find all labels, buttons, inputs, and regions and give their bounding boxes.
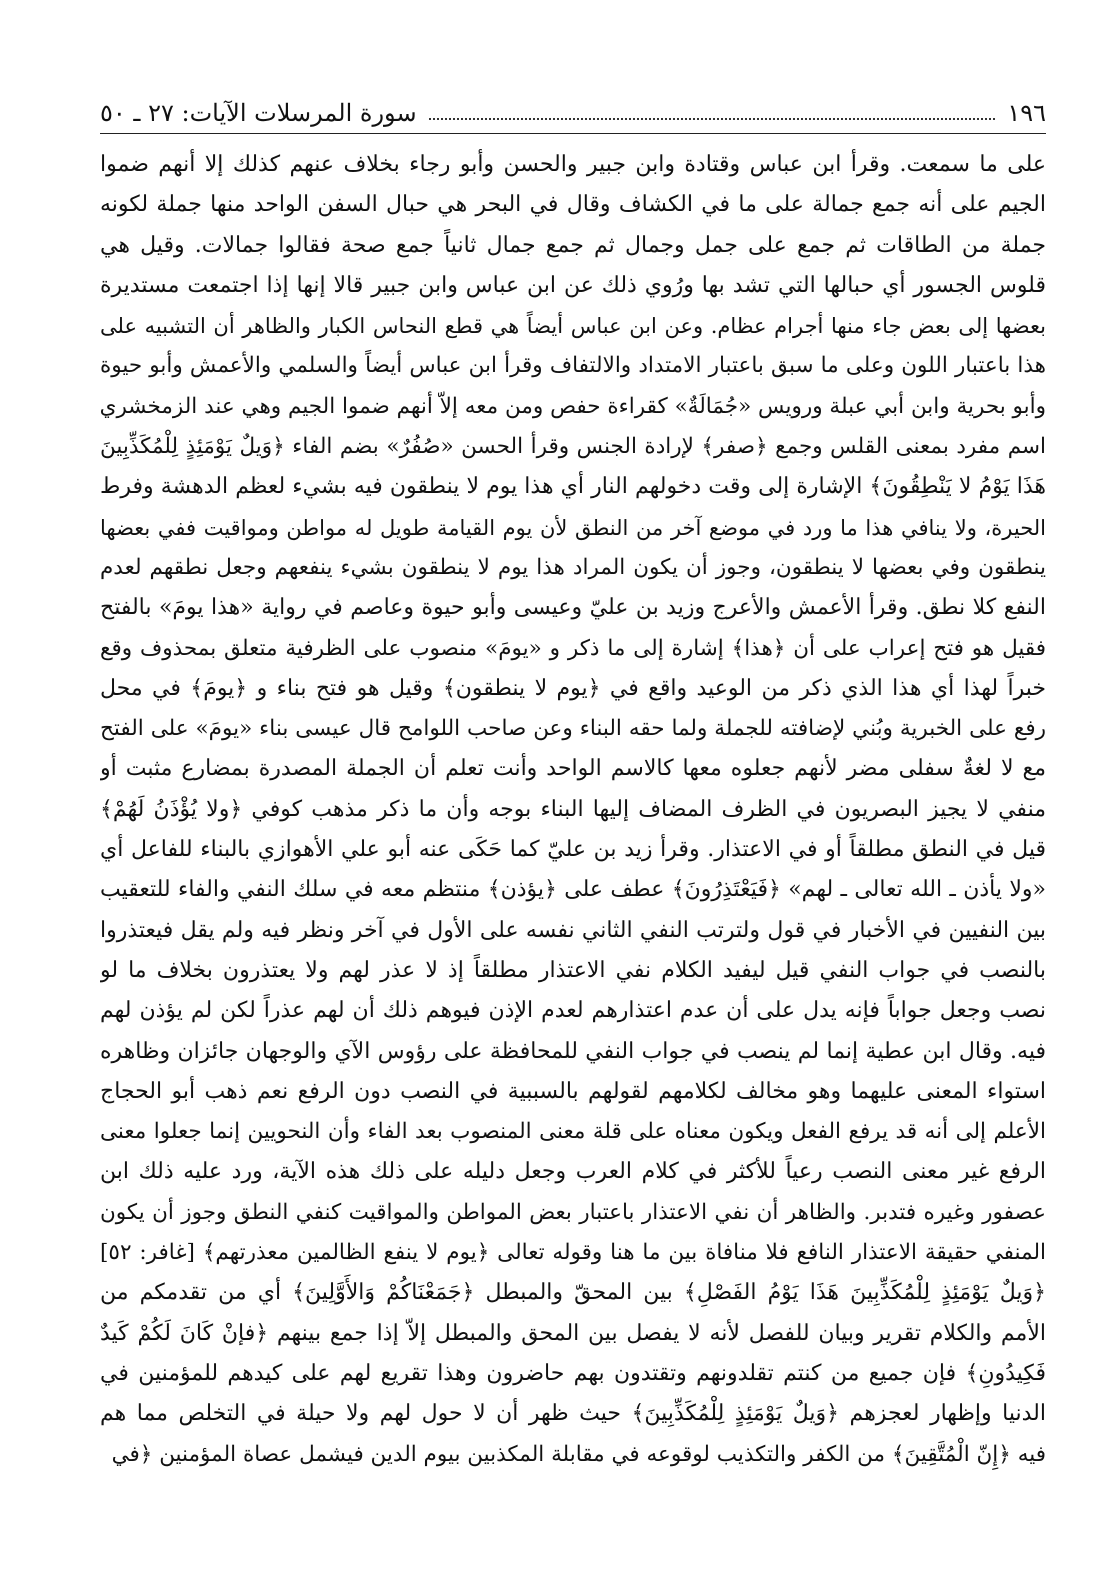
text-line: بعضها إلى بعض جاء منها أجرام عظام. وعن ابن عباس أيضاً هي قطع النحاس الكبار والظاهر أن التشبيه على bbox=[100, 314, 1046, 339]
text-line: النفع كلا نطق. وقرأ الأعمش والأعرج وزيد بن عليّ وعيسى وأبو حيوة وعاصم في رواية «هذا يومَ» بالفتح bbox=[100, 595, 1046, 621]
text-line: بين النفيين في الأخبار في قول ولترتب النفي الثاني نفسه على الأول في آخر ونظر فيه ولم يقل فيعتذروا bbox=[100, 917, 1046, 943]
text-line: هذا باعتبار اللون وعلى ما سبق باعتبار الامتداد والالتفاف وقرأ ابن عباس أيضاً والسلمي والأعمش وأبو حيوة bbox=[100, 353, 1046, 379]
text-line: الدنيا وإظهار لعجزهم ﴿وَيلٌ يَوْمَئِذٍ لِلْمُكَذِّبِينَ﴾ حيث ظهر أن لا حول لهم ولا حيلة في التخلص مما هم bbox=[100, 1401, 1046, 1427]
text-line: خبراً لهذا أي هذا الذي ذكر من الوعيد واقع في ﴿يوم لا ينطقون﴾ وقيل هو فتح بناء و ﴿يومَ﴾ في محل bbox=[100, 675, 1046, 701]
text-line: استواء المعنى عليهما وهو مخالف لكلامهم لقولهم بالسببية في النصب دون الرفع نعم ذهب أبو الحجاج bbox=[100, 1078, 1046, 1104]
text-line: الرفع غير معنى النصب رعياً للأكثر في كلام العرب وجعل دليله على ذلك هذه الآية، ورد عليه ذلك ابن bbox=[100, 1159, 1046, 1185]
header-rule bbox=[100, 133, 1046, 134]
text-line: رفع على الخبرية وبُني لإضافته للجملة ولما حقه البناء وعن صاحب اللوامح قال عيسى بناء «يومَ» على الفتح bbox=[100, 716, 1046, 742]
text-line: «ولا يأذن ـ الله تعالى ـ لهم» ﴿فَيَعْتَذِرُونَ﴾ عطف على ﴿يؤذن﴾ منتظم معه في سلك النفي والفاء للتعقيب bbox=[100, 877, 1046, 903]
text-line: عصفور وغيره فتدبر. والظاهر أن نفي الاعتذار باعتبار بعض المواطن والمواقيت كنفي النطق وجوز أن يكون bbox=[100, 1199, 1046, 1225]
text-line: الجيم على أنه جمع جمالة على ما في الكشاف وقال في البحر هي حبال السفن الواحد منها جملة لكونه bbox=[100, 192, 1046, 218]
text-line: منفي لا يجيز البصريون في الظرف المضاف إليها البناء بوجه وأن ما ذكر مذهب كوفي ﴿ولا يُؤْذَنُ لَهُمْ﴾ bbox=[100, 796, 1046, 822]
page-number: ١٩٦ bbox=[1007, 99, 1046, 127]
text-line: مع لا لغةٌ سفلى مضر لأنهم جعلوه معها كالاسم الواحد وأنت تعلم أن الجملة المصدرة بمضارع مثبت أو bbox=[100, 756, 1046, 782]
text-line: ﴿وَيلٌ يَوْمَئِذٍ لِلْمُكَذِّبِينَ هَذَا يَوْمُ الفَصْلِ﴾ بين المحقّ والمبطل ﴿جَمَعْنَاكُمْ وَالأَوَّلِينَ﴾ أي من تقدمكم من bbox=[100, 1280, 1046, 1306]
running-title: سورة المرسلات الآيات: ٢٧ ـ ٥٠ bbox=[100, 99, 417, 127]
text-line: فقيل هو فتح إعراب على أن ﴿هذا﴾ إشارة إلى ما ذكر و «يومَ» منصوب على الظرفية متعلق بمحذوف وقع bbox=[100, 635, 1046, 661]
text-line: وأبو بحرية وابن أبي عبلة ورويس «جُمَالَةٌ» كقراءة حفص ومن معه إلاّ أنهم ضموا الجيم وهي عند الزمخشري bbox=[100, 393, 1046, 419]
text-line: المنفي حقيقة الاعتذار النافع فلا منافاة بين ما هنا وقوله تعالى ﴿يوم لا ينفع الظالمين معذرتهم﴾ [غافر: ٥٢] bbox=[100, 1240, 1046, 1266]
text-line: هَذَا يَوْمُ لا يَنْطِقُونَ﴾ الإشارة إلى وقت دخولهم النار أي هذا يوم لا ينطقون فيه بشيء لعظم الدهشة وفرط bbox=[100, 474, 1046, 500]
text-line: اسم مفرد بمعنى القلس وجمع ﴿صفر﴾ لإرادة الجنس وقرأ الحسن «صُفُرٌ» بضم الفاء ﴿وَيلٌ يَوْمَئِذٍ لِلْمُكَذِّبِينَ bbox=[100, 434, 1046, 460]
text-line: بالنصب في جواب النفي قيل ليفيد الكلام نفي الاعتذار مطلقاً إذ لا عذر لهم ولا يعتذرون بخلاف ما لو bbox=[100, 957, 1046, 983]
text-line: الحيرة، ولا ينافي هذا ما ورد في موضع آخر من النطق لأن يوم القيامة طويل له مواطن ومواقيت ففي بعضها bbox=[100, 515, 1046, 540]
page-header bbox=[100, 88, 1046, 128]
text-line: نصب وجعل جواباً فإنه يدل على أن عدم اعتذارهم لعدم الإذن فيوهم ذلك أن لهم عذراً لكن لم يؤذن لهم bbox=[100, 998, 1046, 1024]
text-line: فيه ﴿إِنّ الْمُتَّقِينَ﴾ من الكفر والتكذيب لوقوعه في مقابلة المكذبين بيوم الدين فيشمل عصاة المؤمنين ﴿في bbox=[111, 1441, 1046, 1467]
text-line: قلوس الجسور أي حبالها التي تشد بها ورُوي ذلك عن ابن عباس وابن جبير قالا إنها إذا اجتمعت مستديرة bbox=[100, 272, 1046, 298]
body-text bbox=[100, 145, 1046, 1475]
text-line: جملة من الطاقات ثم جمع على جمل وجمال ثم جمع جمال ثانياً جمع صحة فقالوا جمالات. وقيل هي bbox=[100, 232, 1046, 258]
text-line: على ما سمعت. وقرأ ابن عباس وقتادة وابن جبير والحسن وأبو رجاء بخلاف عنهم كذلك إلا أنهم ضموا bbox=[100, 152, 1046, 177]
text-line: ينطقون وفي بعضها لا ينطقون، وجوز أن يكون المراد هذا يوم لا ينطقون بشيء ينفعهم وجعل نطقهم لعدم bbox=[100, 554, 1046, 580]
text-line: فَكِيدُونِ﴾ فإن جميع من كنتم تقلدونهم وتقتدون بهم حاضرون وهذا تقريع لهم على كيدهم للمؤمنين في bbox=[100, 1360, 1046, 1386]
text-line: قيل في النطق مطلقاً أو في الاعتذار. وقرأ زيد بن عليّ كما حَكَى عنه أبو علي الأهوازي بالبناء للفاعل أي bbox=[100, 837, 1046, 863]
text-line: الأعلم إلى أنه قد يرفع الفعل ويكون معناه على قلة معنى المنصوب بعد الفاء وأن النحويين إنما جعلوا معنى bbox=[100, 1119, 1046, 1145]
header-dot-leader bbox=[429, 118, 996, 120]
text-line: الأمم والكلام تقرير وبيان للفصل لأنه لا يفصل بين المحق والمبطل إلاّ إذا جمع بينهم ﴿فإنْ كَانَ لَكُمْ كَيدٌ bbox=[100, 1320, 1046, 1346]
text-line: فيه. وقال ابن عطية إنما لم ينصب في جواب النفي للمحافظة على رؤوس الآي والوجهان جائزان وظاهره bbox=[100, 1038, 1046, 1064]
